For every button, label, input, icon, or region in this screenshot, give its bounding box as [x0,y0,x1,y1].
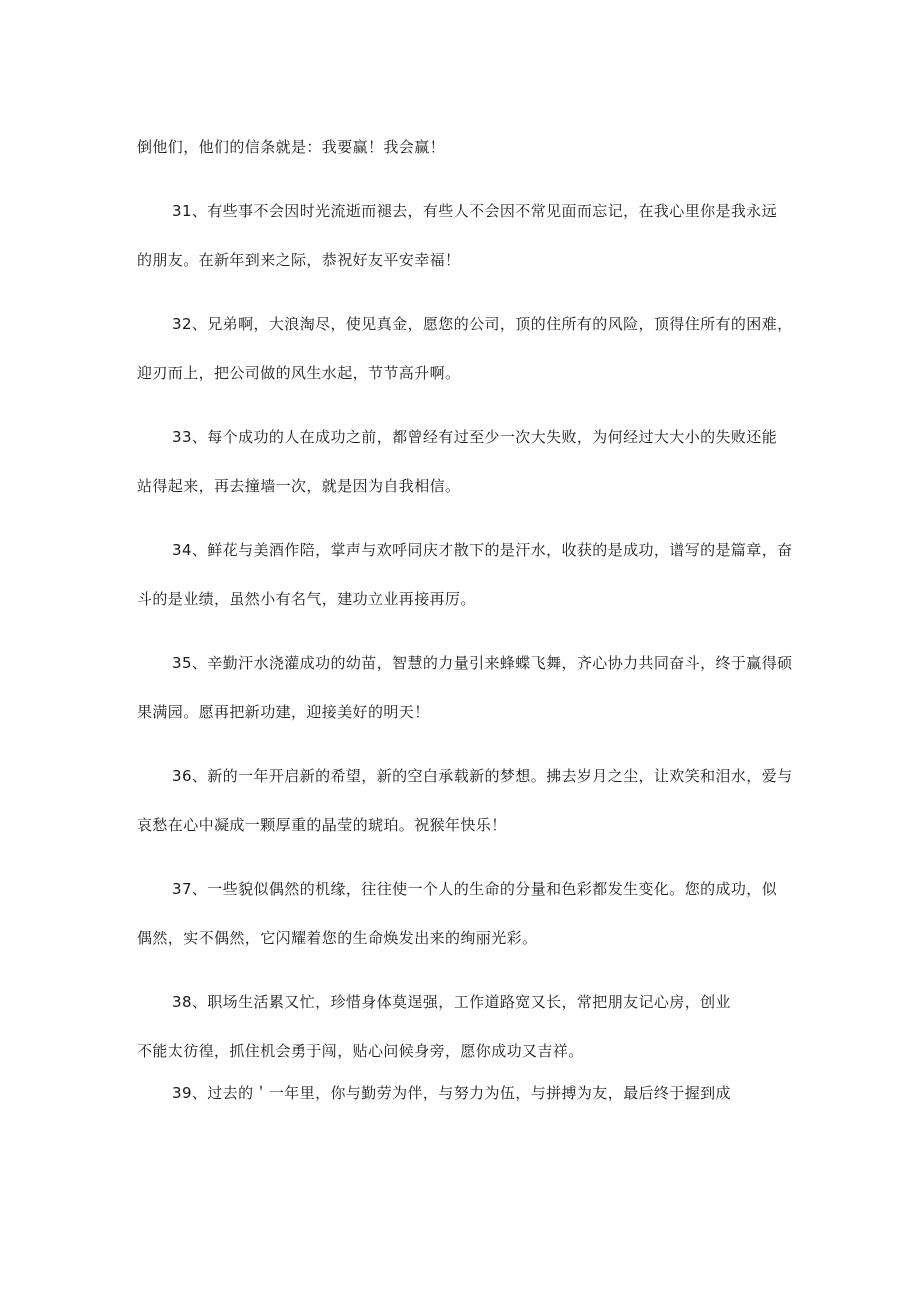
text-line: 倒他们，他们的信条就是：我要赢！我会赢！ [137,138,446,156]
text-line: 偶然，实不偶然，它闪耀着您的生命焕发出来的绚丽光彩。 [137,929,538,947]
text-line: 36、新的一年开启新的希望，新的空白承载新的梦想。拂去岁月之尘，让欢笑和泪水，爱与 [172,767,793,785]
text-line: 站得起来，再去撞墙一次，就是因为自我相信。 [137,477,461,495]
text-line: 33、每个成功的人在成功之前，都曾经有过至少一次大失败，为何经过大大小的失败还能 [172,428,778,446]
text-line: 37、一些貌似偶然的机缘，往往使一个人的生命的分量和色彩都发生变化。您的成功，似 [172,880,778,898]
text-line: 哀愁在心中凝成一颗厚重的晶莹的琥珀。祝猴年快乐！ [137,816,507,834]
text-line: 的朋友。在新年到来之际，恭祝好友平安幸福！ [137,251,461,269]
text-line: 不能太彷徨，抓住机会勇于闯，贴心问候身旁，愿你成功又吉祥。 [137,1042,584,1060]
text-line: 39、过去的＇一年里，你与勤劳为伴，与努力为伍，与拼搏为友，最后终于握到成 [172,1084,731,1102]
text-line: 34、鲜花与美酒作陪，掌声与欢呼同庆才散下的是汗水，收获的是成功，谱写的是篇章，奋 [172,541,793,559]
text-line: 果满园。愿再把新功建，迎接美好的明天！ [137,703,430,721]
text-line: 迎刃而上，把公司做的风生水起，节节高升啊。 [137,364,461,382]
text-line: 35、辛勤汗水浇灌成功的幼苗，智慧的力量引来蜂蝶飞舞，齐心协力共同奋斗，终于赢得硕 [172,654,793,672]
text-line: 31、有些事不会因时光流逝而褪去，有些人不会因不常见面而忘记，在我心里你是我永远 [172,202,778,220]
text-line: 32、兄弟啊，大浪淘尽，使见真金，愿您的公司，顶的住所有的风险，顶得住所有的困难， [172,315,793,333]
text-line: 38、职场生活累又忙，珍惜身体莫逞强，工作道路宽又长，常把朋友记心房，创业 [172,993,731,1011]
text-line: 斗的是业绩，虽然小有名气，建功立业再接再厉。 [137,590,476,608]
